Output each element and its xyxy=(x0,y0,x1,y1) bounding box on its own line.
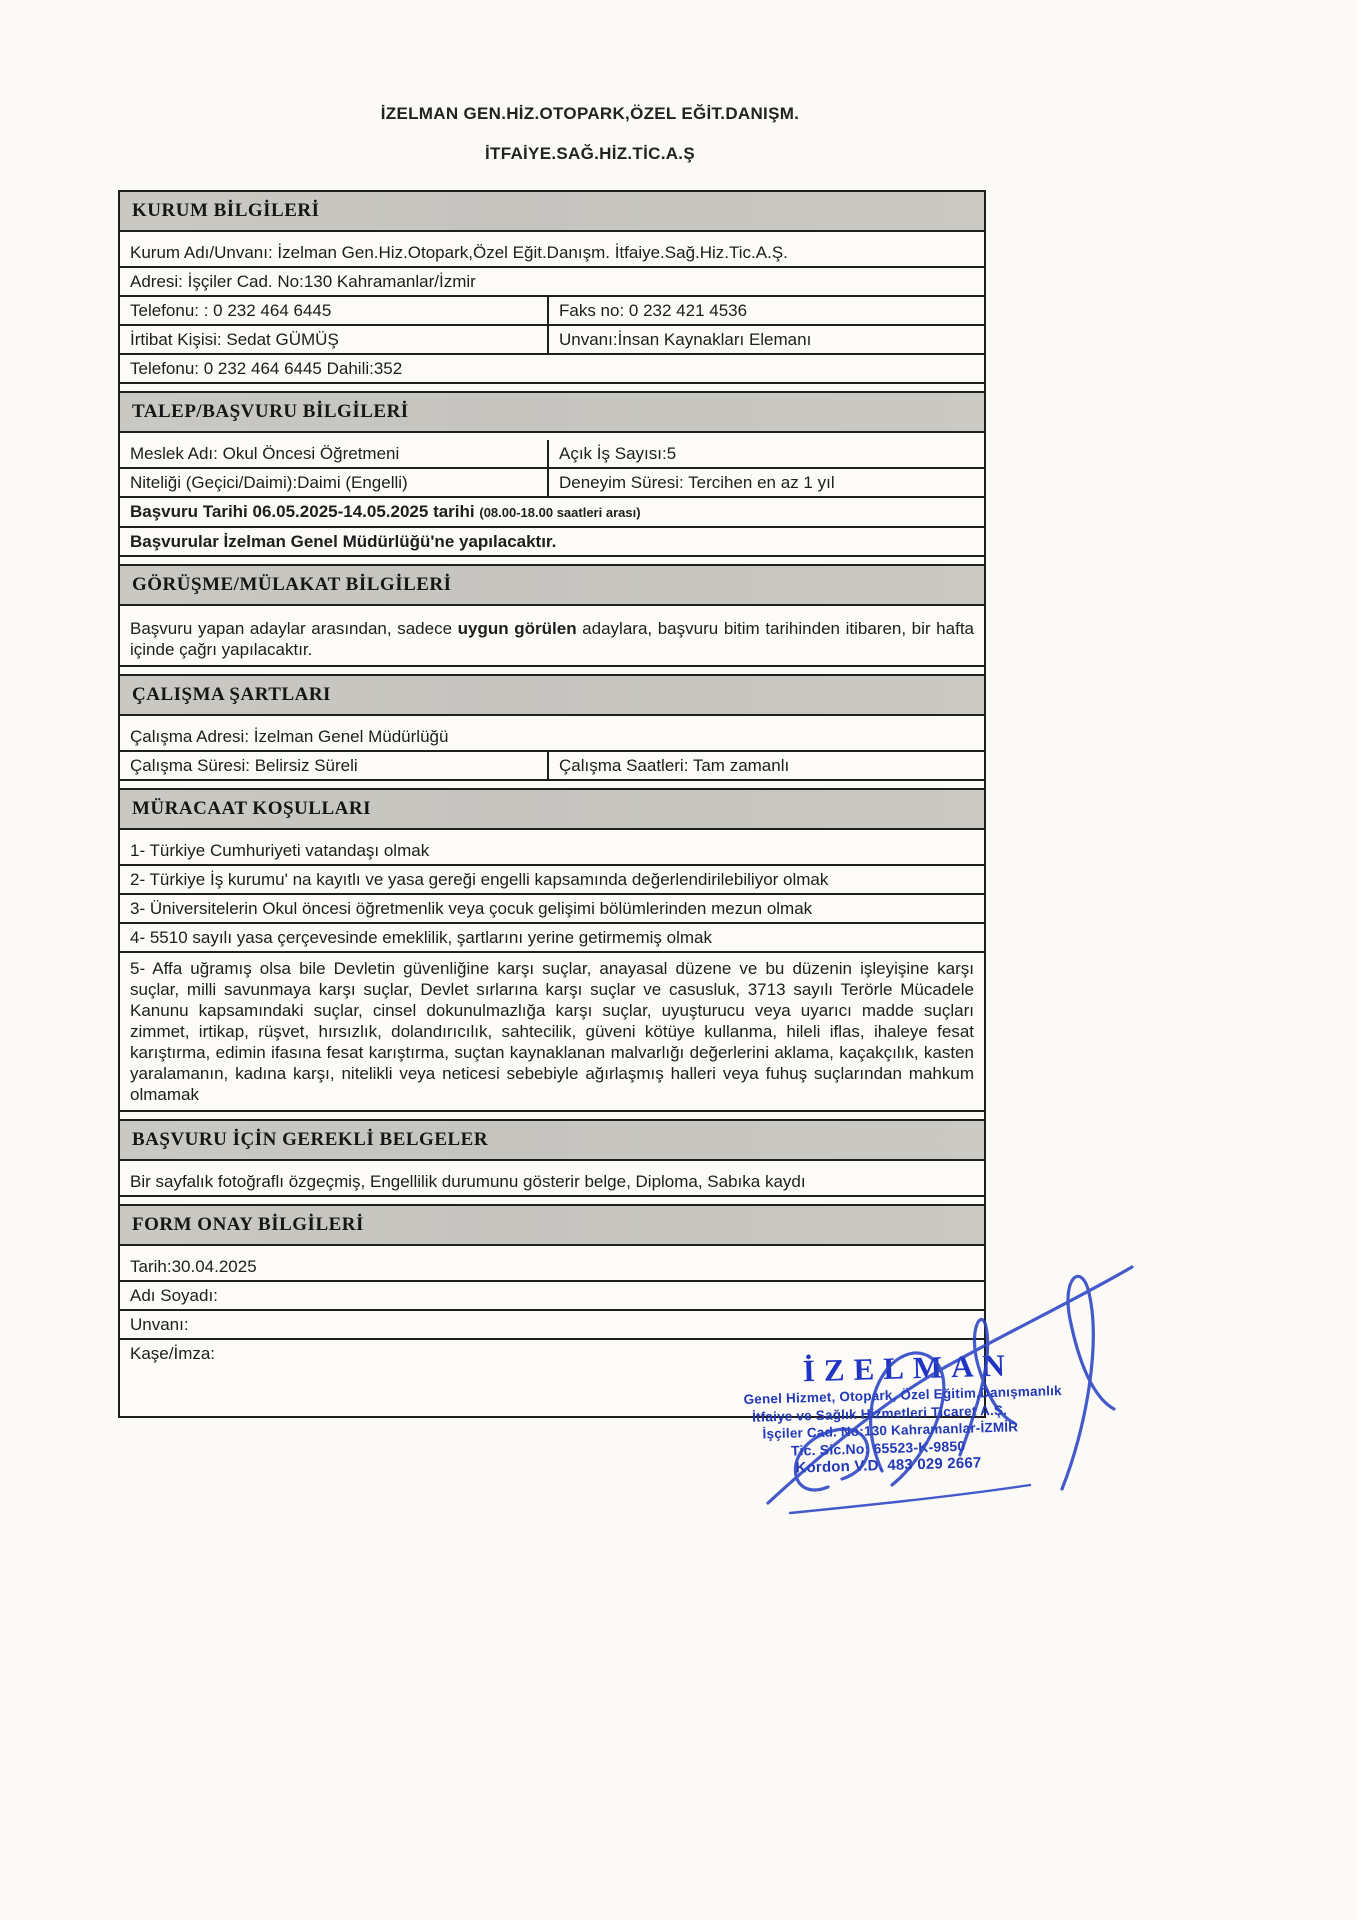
basvuru-tarihi-value: 06.05.2025-14.05.2025 tarihi xyxy=(252,502,480,521)
gerekli-belgeler-text: Bir sayfalık fotoğraflı özgeçmiş, Engellilik durumunu gösterir belge, Diploma, Sabıka kaydı xyxy=(130,1172,806,1191)
cell-acik-is xyxy=(547,440,984,467)
document-header xyxy=(150,104,1030,184)
cell-unvan xyxy=(547,326,984,353)
section-header-muracaat-kosullari: MÜRACAAT KOŞULLARI xyxy=(120,788,984,830)
faks-text: Faks no: 0 232 421 4536 xyxy=(559,301,748,320)
section-header-calisma-sartlari: ÇALIŞMA ŞARTLARI xyxy=(120,674,984,716)
row-adres xyxy=(120,268,984,297)
row-basvuru-tarihi xyxy=(120,498,984,528)
telefon-dahili-text: Telefonu: 0 232 464 6445 Dahili:352 xyxy=(130,359,403,378)
cell-faks xyxy=(547,297,984,324)
cell-calisma-suresi xyxy=(120,752,547,779)
cell-calisma-saatleri xyxy=(547,752,984,779)
onay-kase-imza-text: Kaşe/İmza: xyxy=(130,1344,216,1363)
telefon-text: Telefonu: : 0 232 464 6445 xyxy=(130,301,332,320)
section-header-gerekli-belgeler: BAŞVURU İÇİN GEREKLİ BELGELER xyxy=(120,1119,984,1161)
document-title-line1: İZELMAN GEN.HİZ.OTOPARK,ÖZEL EĞİT.DANIŞM. xyxy=(380,104,800,123)
stamp-line-1: Genel Hizmet, Otopark, Özel Eğitim,Danışmanlık xyxy=(743,1383,1062,1407)
onay-tarih-text: Tarih:30.04.2025 xyxy=(130,1257,257,1276)
kosul-2-text: 2- Türkiye İş kurumu' na kayıtlı ve yasa gereği engelli kapsamında değerlendirilebiliyor olmak xyxy=(130,870,829,889)
basvuru-tarihi-saat: (08.00-18.00 saatleri arası) xyxy=(479,505,641,520)
row-meslek-acikis xyxy=(120,440,984,469)
row-gorusme-paragraf xyxy=(120,613,984,667)
row-calisma-suresi-saatleri xyxy=(120,752,984,781)
irtibat-text: İrtibat Kişisi: Sedat GÜMÜŞ xyxy=(130,330,339,349)
row-irtibat-unvan xyxy=(120,326,984,355)
gorusme-text-bold: uygun görülen xyxy=(457,619,577,638)
cell-irtibat xyxy=(120,326,547,353)
row-kurum-adi xyxy=(120,239,984,268)
stamp-line-4: Tic. Sic.No: 65523-K-9850 xyxy=(790,1437,966,1459)
cell-meslek xyxy=(120,440,547,467)
document-title-line2: İTFAİYE.SAĞ.HİZ.TİC.A.Ş xyxy=(485,144,695,163)
section-header-form-onay: FORM ONAY BİLGİLERİ xyxy=(120,1204,984,1246)
row-kosul-4 xyxy=(120,924,984,953)
row-telefon-faks xyxy=(120,297,984,326)
section-header-gorusme-mulakat: GÖRÜŞME/MÜLAKAT BİLGİLERİ xyxy=(120,564,984,606)
deneyim-text: Deneyim Süresi: Tercihen en az 1 yıl xyxy=(559,473,835,492)
row-gerekli-belgeler xyxy=(120,1168,984,1197)
nitelik-text: Niteliği (Geçici/Daimi):Daimi (Engelli) xyxy=(130,473,408,492)
basvurular-text: Başvurular İzelman Genel Müdürlüğü'ne yapılacaktır. xyxy=(130,532,557,551)
meslek-text: Meslek Adı: Okul Öncesi Öğretmeni xyxy=(130,444,400,463)
section-header-kurum-bilgileri: KURUM BİLGİLERİ xyxy=(120,192,984,232)
calisma-adresi-text: Çalışma Adresi: İzelman Genel Müdürlüğü xyxy=(130,727,449,746)
kosul-1-text: 1- Türkiye Cumhuriyeti vatandaşı olmak xyxy=(130,841,430,860)
calisma-suresi-text: Çalışma Süresi: Belirsiz Süreli xyxy=(130,756,358,775)
onay-unvan-text: Unvanı: xyxy=(130,1315,189,1334)
stamp-company-name: İZELMAN xyxy=(802,1347,1015,1389)
row-kosul-3 xyxy=(120,895,984,924)
kosul-4-text: 4- 5510 sayılı yasa çerçevesinde emeklilik, şartlarını yerine getirmemiş olmak xyxy=(130,928,713,947)
adres-text: Adresi: İşçiler Cad. No:130 Kahramanlar/İzmir xyxy=(130,272,476,291)
stamp-line-2: İtfaiye ve Sağlık Hizmetleri Ticaret A.Ş. xyxy=(751,1402,1008,1425)
basvuru-tarihi-label: Başvuru Tarihi xyxy=(130,502,248,521)
row-kosul-1 xyxy=(120,837,984,866)
acik-is-text: Açık İş Sayısı:5 xyxy=(559,444,677,463)
row-telefon-dahili xyxy=(120,355,984,384)
row-calisma-adresi xyxy=(120,723,984,752)
kosul-5-text: 5- Affa uğramış olsa bile Devletin güvenliğine karşı suçlar, anayasal düzene ve bu düzenin işleyişine karşı suçlar, milli savunmaya karşı suçlar, Devlet sırlarına karşı suçlar ve casusluk, 3713 sayılı Terörle Mücadele Kanunu kapsamındaki suçlar, cinsel dokunulmazlığa karşı suçlar, uyuşturucu veya uyarıcı madde suçları zimmet, irtikap, rüşvet, hırsızlık, dolandırıcılık, sahtecilik, güveni kötüye kullanma, hileli iflas, ihaleye fesat karıştırma, edimin ifasına fesat karıştırma, suçtan kaynaklanan malvarlığı değerlerini aklama, kaçakçılık, kasten yaralamanın, kadına karşı, nitelikli veya neticesi sebebiyle ağırlaşmış halleri veya fuhuş suçlarından mahkum olmamak xyxy=(130,959,974,1104)
kurum-adi-text: Kurum Adı/Unvanı: İzelman Gen.Hiz.Otopark,Özel Eğit.Danışm. İtfaiye.Sağ.Hiz.Tic.A.Ş. xyxy=(130,243,788,262)
cell-nitelik xyxy=(120,469,547,496)
unvan-text: Unvanı:İnsan Kaynakları Elemanı xyxy=(559,330,812,349)
company-stamp xyxy=(740,1345,1103,1479)
form-table xyxy=(118,190,986,1418)
kosul-3-text: 3- Üniversitelerin Okul öncesi öğretmenlik veya çocuk gelişimi bölümlerinden mezun olmak xyxy=(130,899,813,918)
row-kosul-2 xyxy=(120,866,984,895)
cell-telefon xyxy=(120,297,547,324)
section-header-talep-basvuru: TALEP/BAŞVURU BİLGİLERİ xyxy=(120,391,984,433)
cell-deneyim xyxy=(547,469,984,496)
gorusme-text-post: adaylara, başvuru bitim tarihinden itibaren, bir hafta içinde çağrı yapılacaktır. xyxy=(130,619,974,659)
gorusme-text-pre: Başvuru yapan adaylar arasından, sadece xyxy=(130,619,458,638)
row-nitelik-deneyim xyxy=(120,469,984,498)
row-onay-adi-soyadi xyxy=(120,1282,984,1311)
row-onay-tarih xyxy=(120,1253,984,1282)
row-onay-unvan xyxy=(120,1311,984,1340)
row-kosul-5 xyxy=(120,953,984,1112)
stamp-line-3: İşçiler Cad. No:130 Kahramanlar-İZMİR xyxy=(762,1419,1019,1442)
stamp-line-5: Kordon V.D. 483 029 2667 xyxy=(795,1454,982,1477)
calisma-saatleri-text: Çalışma Saatleri: Tam zamanlı xyxy=(559,756,790,775)
row-basvurular xyxy=(120,528,984,557)
onay-adi-soyadi-text: Adı Soyadı: xyxy=(130,1286,218,1305)
